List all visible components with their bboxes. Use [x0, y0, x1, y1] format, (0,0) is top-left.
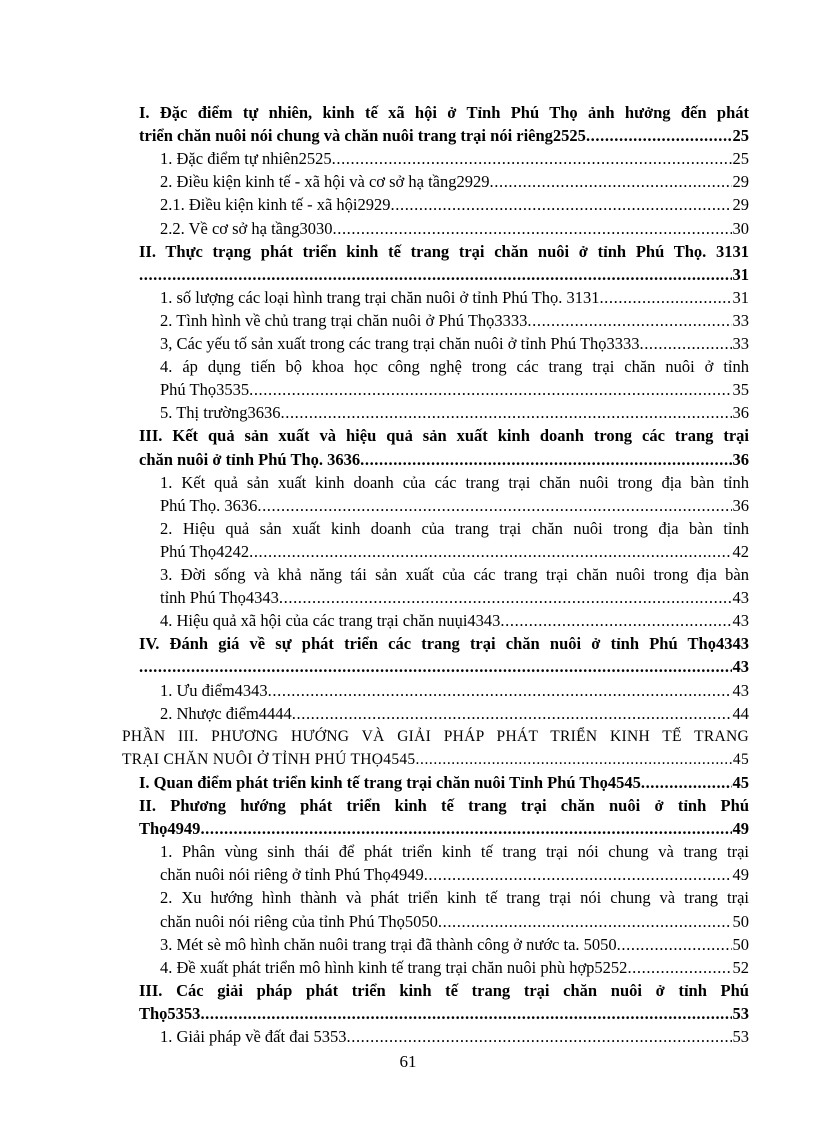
toc-entry-page: 25 — [732, 126, 749, 146]
toc-entry — [160, 910, 749, 934]
toc-dot-leader — [249, 378, 731, 402]
toc-entry — [139, 424, 749, 448]
toc-entry — [160, 170, 749, 194]
toc-entry — [122, 748, 749, 772]
toc-entry-title: 2. Hiệu quả sản xuất kinh doanh của trang trại chăn nuôi trong địa bàn tỉnh — [160, 518, 749, 538]
toc-entry-page: 43 — [732, 588, 749, 608]
toc-entry — [160, 933, 749, 957]
toc-dot-leader — [200, 817, 731, 841]
toc-entry-page: 35 — [732, 380, 749, 400]
toc-entry-title: 2.2. Về cơ sở hạ tầng3030 — [160, 218, 333, 238]
toc-entry-title: II. Thực trạng phát triển kinh tế trang trại chăn nuôi ở tỉnh Phú Thọ. 3131 — [139, 241, 749, 261]
toc-entry — [139, 771, 749, 795]
toc-entry-page: 33 — [732, 334, 749, 353]
toc-entry-title: 4. Đề xuất phát triển mô hình kinh tế trang trại chăn nuôi phù hợp5252 — [160, 957, 628, 977]
toc-entry-title: PHẦN III. PHƯƠNG HƯỚNG VÀ GIẢI PHÁP PHÁT TRIỂN KINH TẾ TRANG — [122, 727, 749, 745]
toc-entry-page: 52 — [732, 957, 749, 977]
toc-entry-page: 50 — [732, 934, 749, 954]
toc-entry — [160, 217, 749, 241]
toc-entry — [160, 286, 749, 310]
toc-entry-title: III. Kết quả sản xuất và hiệu quả sản xuất kinh doanh trong các trang trại — [139, 426, 749, 446]
toc-entry-title: Phú Thọ3535 — [160, 380, 250, 400]
toc-entry-title: I. Quan điểm phát triển kinh tế trang trại chăn nuôi Tỉnh Phú Thọ4545 — [139, 772, 641, 792]
toc-dot-leader — [424, 863, 732, 887]
toc-dot-leader — [627, 956, 731, 980]
toc-dot-leader — [360, 448, 731, 472]
toc-dot-leader — [347, 1025, 732, 1049]
toc-dot-leader — [257, 494, 731, 518]
toc-entry-title: I. Đặc điểm tự nhiên, kinh tế xã hội ở Tỉnh Phú Thọ ảnh hưởng đến phát — [139, 103, 749, 122]
toc-entry-page: 53 — [732, 1003, 749, 1023]
toc-entry — [160, 332, 749, 356]
toc-entry-page: 36 — [732, 495, 749, 515]
toc-entry — [160, 840, 749, 864]
toc-entry-title: 2. Nhược điểm4444 — [160, 703, 292, 723]
toc-entry-page: 44 — [732, 703, 749, 723]
toc-entry-title: 5. Thị trường3636 — [160, 403, 281, 423]
toc-entry-page: 42 — [732, 541, 749, 561]
toc-entry-title: chăn nuôi nói riêng của tỉnh Phú Thọ5050 — [160, 911, 438, 931]
toc-entry — [160, 494, 749, 518]
toc-entry-title: 3. Mét sè mô hình chăn nuôi trang trại đã thành công ở nước ta. 5050 — [160, 934, 617, 954]
toc-entry — [160, 679, 749, 703]
toc-entry-page: 30 — [732, 218, 749, 238]
toc-dot-leader — [438, 910, 732, 934]
toc-entry-page: 25 — [732, 149, 749, 169]
toc-dot-leader — [249, 540, 731, 564]
toc-entry-page: 53 — [732, 1027, 749, 1046]
toc-dot-leader — [617, 933, 732, 957]
toc-entry-title: 1. Kết quả sản xuất kinh doanh của các trang trại chăn nuôi trong địa bàn tỉnh — [160, 472, 749, 492]
toc-entry — [139, 448, 749, 472]
toc-entry-title: Phú Thọ. 3636 — [160, 495, 258, 515]
toc-dot-leader — [332, 147, 732, 171]
toc-entry-page: 29 — [732, 195, 749, 215]
toc-entry-title: 2. Điều kiện kinh tế - xã hội và cơ sở hạ tầng2929 — [160, 172, 490, 192]
toc-entry-title: 2. Tình hình về chủ trang trại chăn nuôi ở Phú Thọ3333 — [160, 310, 528, 330]
toc-entry-title: 1. Đặc điểm tự nhiên2525 — [160, 149, 332, 169]
toc-dot-leader — [500, 609, 731, 633]
toc-entry-title: TRẠI CHĂN NUÔI Ở TỈNH PHÚ THỌ4545 — [122, 750, 416, 768]
toc-entry — [139, 655, 749, 679]
toc-entry — [122, 725, 749, 749]
toc-entry-page: 50 — [732, 911, 749, 931]
toc-entry — [160, 517, 749, 541]
toc-entry — [160, 586, 749, 610]
toc-entry-page: 43 — [732, 657, 749, 677]
toc-entry — [139, 632, 749, 656]
toc-entry — [160, 702, 749, 726]
toc-entry-title: 1. Giải pháp về đất đai 5353 — [160, 1027, 347, 1046]
toc-entry — [139, 794, 749, 818]
toc-entry-page: 31 — [732, 264, 749, 284]
toc-dot-leader — [527, 309, 731, 333]
toc-dot-leader — [639, 332, 731, 356]
toc-entry — [139, 263, 749, 287]
toc-entry-page: 43 — [732, 680, 749, 700]
toc-entry — [160, 1025, 749, 1049]
toc-entry-title: 2.1. Điều kiện kinh tế - xã hội2929 — [160, 195, 391, 215]
toc-entry — [139, 240, 749, 264]
toc-dot-leader — [279, 586, 732, 610]
toc-entry — [160, 471, 749, 495]
toc-entry-page: 45 — [732, 772, 749, 792]
toc-entry-page: 36 — [732, 403, 749, 423]
toc-entry — [160, 401, 749, 425]
toc-dot-leader — [200, 1002, 731, 1026]
toc-dot-leader — [599, 286, 731, 310]
toc-dot-leader — [416, 748, 732, 772]
toc-dot-leader — [139, 655, 732, 679]
toc-entry — [160, 147, 749, 171]
toc-entry-page: 29 — [732, 172, 749, 192]
toc-entry-title: II. Phương hướng phát triển kinh tế trang trại chăn nuôi ở tỉnh Phú — [139, 796, 749, 815]
toc-entry — [139, 1002, 749, 1026]
toc-entry-page: 43 — [732, 611, 749, 631]
toc-entry — [160, 563, 749, 587]
toc-entry-title: tỉnh Phú Thọ4343 — [160, 588, 279, 608]
toc-entry-page: 33 — [732, 310, 749, 330]
toc-entry-page: 49 — [732, 819, 749, 839]
toc-entry-title: chăn nuôi nói riêng ở tỉnh Phú Thọ4949 — [160, 865, 424, 885]
toc-entry — [160, 378, 749, 402]
toc-entry — [160, 886, 749, 910]
toc-entry-title: 4. áp dụng tiến bộ khoa học công nghệ trong các trang trại chăn nuôi ở tỉnh — [160, 357, 749, 377]
toc-entry-page: 36 — [732, 449, 749, 469]
toc-entry — [139, 101, 749, 125]
toc-dot-leader — [333, 217, 732, 241]
toc-dot-leader — [268, 679, 732, 703]
toc-entry — [160, 609, 749, 633]
toc-entry-page: 45 — [732, 750, 749, 768]
toc-entry-page: 31 — [732, 287, 749, 307]
page-number: 61 — [399, 1052, 417, 1071]
toc-entry-title: 3. Đời sống và khả năng tái sản xuất của các trang trại chăn nuôi trong địa bàn — [160, 565, 749, 584]
toc-entry-title: III. Các giải pháp phát triển kinh tế trang trại chăn nuôi ở tỉnh Phú — [139, 980, 749, 1000]
toc-entry-title: 1. Ưu điểm4343 — [160, 680, 268, 700]
toc-dot-leader — [391, 193, 732, 217]
toc-entry-page: 49 — [732, 865, 749, 885]
toc-entry-title: 3, Các yếu tố sản xuất trong các trang trại chăn nuôi ở tỉnh Phú Thọ3333 — [160, 334, 640, 353]
toc-entry-title: 2. Xu hướng hình thành và phát triển kinh tế trang trại nói chung và trang trại — [160, 888, 749, 908]
toc-dot-leader — [281, 401, 732, 425]
toc-entry — [160, 193, 749, 217]
toc-dot-leader — [641, 771, 732, 795]
toc-entry-title: 1. số lượng các loại hình trang trại chăn nuôi ở tỉnh Phú Thọ. 3131 — [160, 287, 600, 307]
toc-entry — [160, 540, 749, 564]
toc-entry — [160, 956, 749, 980]
toc-entry-title: Thọ4949 — [139, 819, 201, 839]
toc-entry — [139, 124, 749, 148]
toc-dot-leader — [586, 124, 732, 148]
toc-entry — [160, 863, 749, 887]
toc-dot-leader — [292, 702, 732, 726]
toc-entry-title: Thọ5353 — [139, 1003, 201, 1023]
toc-entry — [160, 309, 749, 333]
toc-entry-title: 1. Phân vùng sinh thái để phát triển kinh tế trang trại nói chung và trang trại — [160, 842, 749, 862]
toc-entry-title: triển chăn nuôi nói chung và chăn nuôi trang trại nói riêng2525 — [139, 126, 586, 146]
toc-entry-title: IV. Đánh giá về sự phát triển các trang trại chăn nuôi ở tỉnh Phú Thọ4343 — [139, 634, 749, 654]
toc-entry-title: chăn nuôi ở tỉnh Phú Thọ. 3636 — [139, 449, 361, 469]
toc-entry-title: Phú Thọ4242 — [160, 541, 250, 561]
toc-entry-title: 4. Hiệu quả xã hội của các trang trại chăn nuụi4343 — [160, 611, 501, 631]
toc-dot-leader — [490, 170, 732, 194]
toc-entry — [139, 817, 749, 841]
toc-entry — [160, 355, 749, 379]
toc-entry — [139, 979, 749, 1003]
toc-dot-leader — [139, 263, 732, 287]
